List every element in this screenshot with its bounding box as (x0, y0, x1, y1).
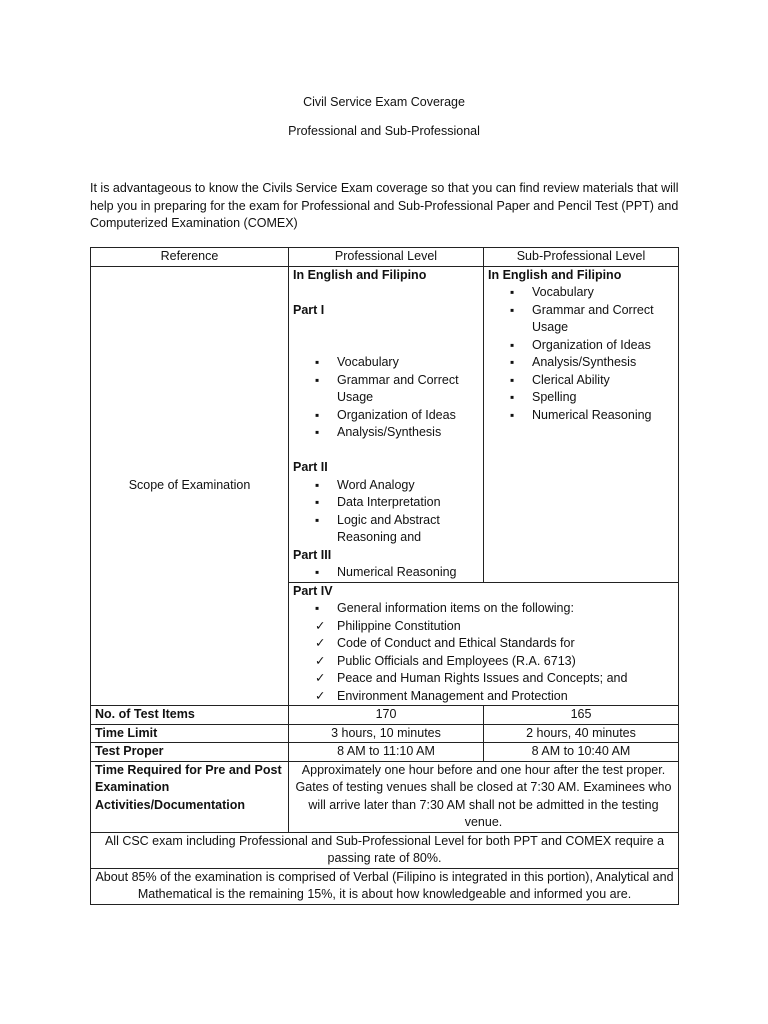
part-4-intro-list (293, 600, 674, 618)
list-item: ▪ Spelling (488, 389, 674, 407)
composition-row (91, 868, 679, 904)
row-label: Time Limit (91, 724, 289, 743)
list-item: ✓ Philippine Constitution (293, 618, 674, 636)
prof-part-2-list (293, 477, 479, 547)
row-professional-value: 170 (289, 706, 484, 725)
list-item: ▪ General information items on the following: (293, 600, 674, 618)
list-item: ▪ Numerical Reasoning (293, 564, 479, 582)
row-label: No. of Test Items (91, 706, 289, 725)
header-professional: Professional Level (289, 248, 484, 267)
document-title: Civil Service Exam Coverage (303, 95, 465, 109)
row-professional-value: 8 AM to 11:10 AM (289, 743, 484, 762)
scope-professional-cell (289, 266, 484, 582)
coverage-table (90, 247, 679, 905)
part-4-heading: Part IV (293, 583, 333, 598)
row-subprofessional-value: 165 (484, 706, 679, 725)
table-header-row (91, 248, 679, 267)
prepost-value: Approximately one hour before and one hour after the test proper. Gates of testing venues shall be closed at 7:30 AM. Examinees who will arrive later than 7:30 AM shall not be admitted in the testing venue. (289, 761, 679, 832)
list-item: ▪ Analysis/Synthesis (293, 424, 479, 442)
list-item: ▪ Logic and Abstract Reasoning and (293, 512, 479, 547)
header-reference: Reference (91, 248, 289, 267)
table-row (91, 706, 679, 725)
prepost-label: Time Required for Pre and Post Examination Activities/Documentation (91, 761, 289, 832)
intro-paragraph: It is advantageous to know the Civils Service Exam coverage so that you can find review materials that will help you in preparing for the exam for Professional and Sub-Professional Paper and Pencil Test (PPT) and Computerized Examination (COMEX) (90, 181, 679, 230)
list-item: ▪ Grammar and Correct Usage (293, 372, 479, 407)
prof-part-1-list (293, 354, 479, 442)
passing-row (91, 832, 679, 868)
scope-subprofessional-cell (484, 266, 679, 582)
prof-part-2: Part II (293, 460, 328, 474)
list-item: ✓ Public Officials and Employees (R.A. 6713) (293, 653, 674, 671)
row-professional-value: 3 hours, 10 minutes (289, 724, 484, 743)
composition-note: About 85% of the examination is comprised of Verbal (Filipino is integrated in this portion), Analytical and Mathematical is the remaining 15%, it is about how knowledgeable and informed you are. (91, 868, 679, 904)
prepost-row (91, 761, 679, 832)
subprof-list (488, 284, 674, 424)
list-item: ▪ Grammar and Correct Usage (488, 302, 674, 337)
row-subprofessional-value: 8 AM to 10:40 AM (484, 743, 679, 762)
prof-part-3-list (293, 564, 479, 582)
scope-row (91, 266, 679, 582)
prof-part-1: Part I (293, 302, 325, 317)
prof-part-3: Part III (293, 547, 332, 562)
header-subprofessional: Sub-Professional Level (484, 248, 679, 267)
list-item: ✓ Peace and Human Rights Issues and Concepts; and (293, 670, 674, 688)
passing-note: All CSC exam including Professional and Sub-Professional Level for both PPT and COMEX require a passing rate of 80%. (91, 832, 679, 868)
part-4-cell (289, 582, 679, 706)
prof-language: In English and Filipino (293, 267, 427, 282)
subprof-language: In English and Filipino (488, 267, 622, 282)
row-label: Test Proper (91, 743, 289, 762)
list-item: ▪ Analysis/Synthesis (488, 354, 674, 372)
table-row (91, 724, 679, 743)
document-subtitle: Professional and Sub-Professional (288, 124, 480, 138)
list-item: ▪ Organization of Ideas (293, 407, 479, 425)
scope-label: Scope of Examination (91, 266, 289, 706)
list-item: ▪ Data Interpretation (293, 494, 479, 512)
part-4-checklist (293, 618, 674, 706)
table-row (91, 743, 679, 762)
list-item: ▪ Numerical Reasoning (488, 407, 674, 425)
list-item: ▪ Vocabulary (488, 284, 674, 302)
list-item: ▪ Word Analogy (293, 477, 479, 495)
row-subprofessional-value: 2 hours, 40 minutes (484, 724, 679, 743)
list-item: ▪ Organization of Ideas (488, 337, 674, 355)
list-item: ▪ Clerical Ability (488, 372, 674, 390)
list-item: ✓ Environment Management and Protection (293, 688, 674, 706)
list-item: ▪ Vocabulary (293, 354, 479, 372)
list-item: ✓ Code of Conduct and Ethical Standards for (293, 635, 674, 653)
